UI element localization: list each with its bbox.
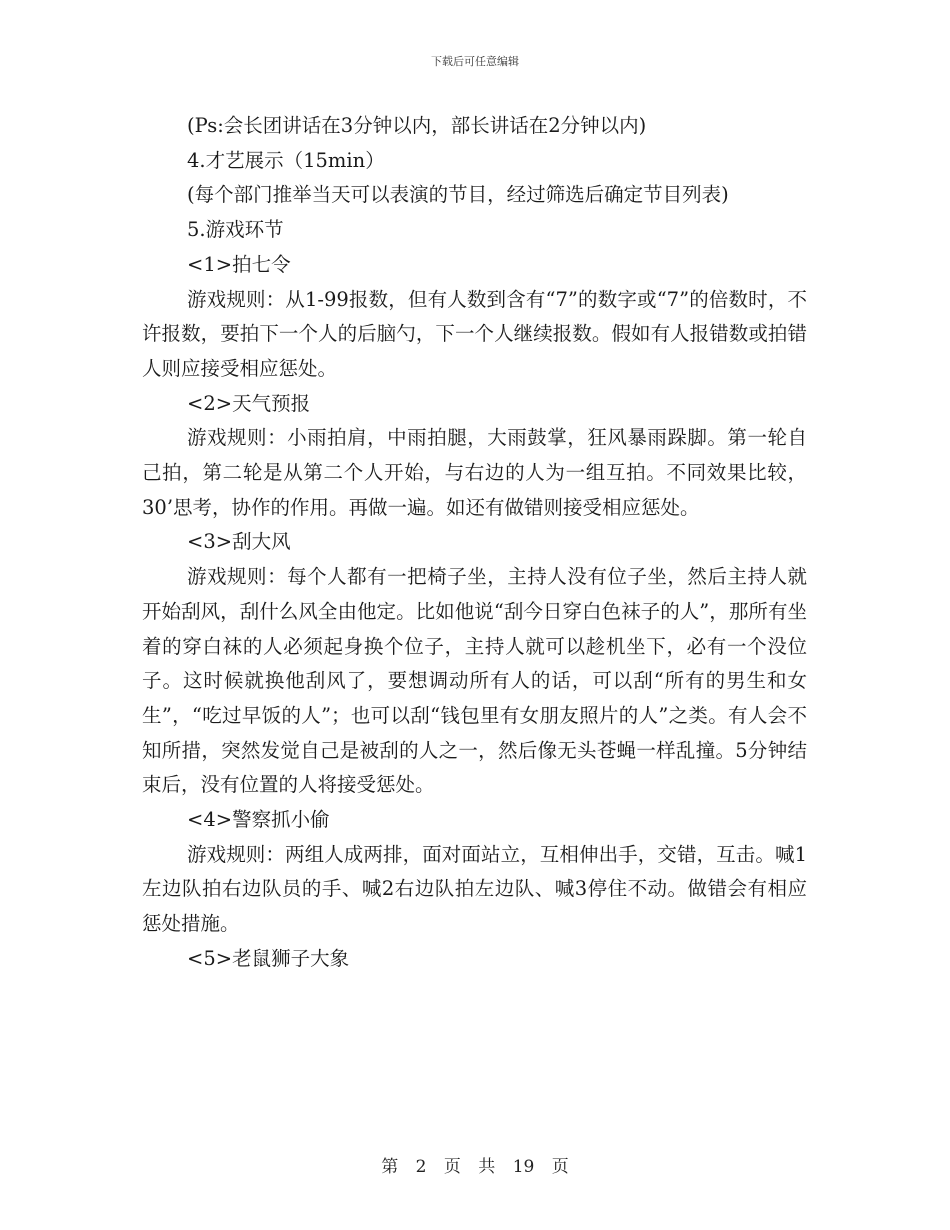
game5-title: <5>老鼠狮子大象 (187, 946, 350, 970)
game3-rules: 游戏规则：每个人都有一把椅子坐，主持人没有位子坐，然后主持人就开始刮风，刮什么风全由他定。比如他说“刮今日穿白色袜子的人”，那所有坐着的穿白袜的人必须起身换个位子，主持人就可以趁机坐下，必有一个没位子。这时候就换他刮风了，要想调动所有人的话，可以刮“所有的男生和女生”，“吃过早饭的人”；也可以刮“钱包里有女朋友照片的人”之类。有人会不知所措，突然发觉自己是被刮的人之一，然后像无头苍蝇一样乱撞。5分钟结束后，没有位置的人将接受惩处。 (142, 565, 807, 797)
game3-title: <3>刮大风 (187, 530, 291, 554)
footer-page-label: 第 (381, 1157, 399, 1177)
game2-title: <2>天气预报 (187, 391, 311, 415)
footer-page-number: 2 (415, 1157, 427, 1177)
footer-page-unit: 页 (443, 1157, 461, 1177)
speech-time-note: (Ps:会长团讲话在3分钟以内，部长讲话在2分钟以内) (187, 114, 647, 137)
document-body (142, 109, 807, 977)
game1-rules: 游戏规则：从1-99报数，但有人数到含有“7”的数字或“7”的倍数时，不许报数，要拍下一个人的后脑勺，下一个人继续报数。假如有人报错数或拍错人则应接受相应惩处。 (142, 287, 807, 380)
game1-title: <1>拍七令 (187, 252, 291, 276)
page-footer (0, 1152, 950, 1177)
footer-total-number: 19 (512, 1157, 535, 1177)
talent-show-note: (每个部门推举当天可以表演的节目，经过筛选后确定节目列表) (187, 183, 729, 207)
page-header: 下载后可任意编辑 (431, 55, 519, 68)
section-games: 5.游戏环节 (187, 218, 284, 242)
game4-title: <4>警察抓小偷 (187, 808, 330, 832)
footer-total-unit: 页 (551, 1157, 569, 1177)
game4-rules: 游戏规则：两组人成两排，面对面站立，互相伸出手，交错，互击。喊1左边队拍右边队员的手、喊2右边队拍左边队、喊3停住不动。做错会有相应惩处措施。 (142, 842, 807, 936)
section-talent-show: 4.才艺展示（15min） (187, 148, 385, 172)
game2-rules: 游戏规则：小雨拍肩，中雨拍腿，大雨鼓掌，狂风暴雨跺脚。第一轮自己拍，第二轮是从第二个人开始，与右边的人为一组互拍。不同效果比较， 30’思考，协作的作用。再做一遍。如还有做错则接受相应惩处。 (142, 426, 807, 519)
footer-total-label: 共 (478, 1157, 496, 1177)
